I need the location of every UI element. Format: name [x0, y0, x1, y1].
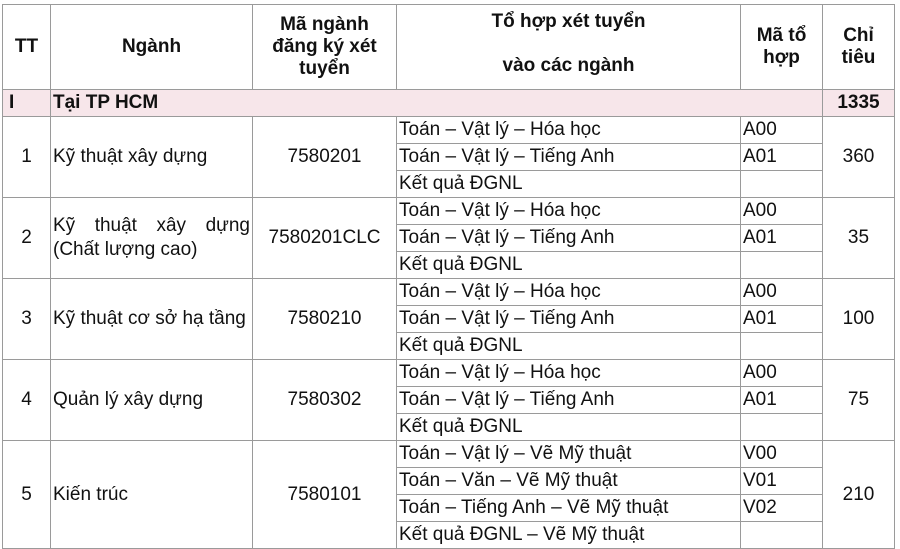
combo-code [741, 171, 823, 198]
combo-code [741, 333, 823, 360]
header-to-hop-line1: Tổ hợp xét tuyển [491, 11, 646, 32]
combo-name: Toán – Vật lý – Tiếng Anh [397, 225, 741, 252]
combo-code: A01 [741, 306, 823, 333]
combo-code [741, 522, 823, 549]
combo-name: Kết quả ĐGNL [397, 333, 741, 360]
row-code: 7580101 [253, 441, 397, 549]
combo-name: Toán – Vật lý – Tiếng Anh [397, 144, 741, 171]
combo-code: V00 [741, 441, 823, 468]
header-row [3, 5, 895, 90]
combo-code: A00 [741, 117, 823, 144]
combo-code: A01 [741, 144, 823, 171]
section-quota: 1335 [823, 90, 895, 117]
combo-code [741, 252, 823, 279]
row-quota: 75 [823, 360, 895, 441]
admission-table [2, 4, 895, 549]
row-major: Kỹ thuật cơ sở hạ tầng [51, 279, 253, 360]
combo-name: Toán – Vật lý – Tiếng Anh [397, 306, 741, 333]
combo-name: Toán – Vật lý – Hóa học [397, 360, 741, 387]
row-major: Quản lý xây dựng [51, 360, 253, 441]
combo-code: V01 [741, 468, 823, 495]
header-tt: TT [3, 5, 51, 90]
row-quota: 210 [823, 441, 895, 549]
combo-name: Kết quả ĐGNL – Vẽ Mỹ thuật [397, 522, 741, 549]
combo-name: Toán – Tiếng Anh – Vẽ Mỹ thuật [397, 495, 741, 522]
combo-code: V02 [741, 495, 823, 522]
combo-code: A01 [741, 387, 823, 414]
row-tt: 2 [3, 198, 51, 279]
header-to-hop [397, 5, 741, 90]
combo-name: Toán – Vật lý – Tiếng Anh [397, 387, 741, 414]
combo-code [741, 414, 823, 441]
section-tt: I [3, 90, 51, 117]
row-tt: 3 [3, 279, 51, 360]
header-to-hop-line2: vào các ngành [502, 55, 635, 76]
combo-code: A00 [741, 360, 823, 387]
row-tt: 4 [3, 360, 51, 441]
combo-name: Kết quả ĐGNL [397, 171, 741, 198]
table-row [3, 441, 895, 468]
combo-code: A00 [741, 198, 823, 225]
table-row [3, 360, 895, 387]
row-code: 7580201CLC [253, 198, 397, 279]
row-code: 7580201 [253, 117, 397, 198]
combo-name: Toán – Vật lý – Hóa học [397, 279, 741, 306]
table-row [3, 198, 895, 225]
row-quota: 100 [823, 279, 895, 360]
combo-code: A01 [741, 225, 823, 252]
combo-name: Kết quả ĐGNL [397, 414, 741, 441]
header-ma-nganh: Mã ngành đăng ký xét tuyển [253, 5, 397, 90]
row-quota: 35 [823, 198, 895, 279]
combo-name: Toán – Vật lý – Vẽ Mỹ thuật [397, 441, 741, 468]
row-code: 7580302 [253, 360, 397, 441]
table-row [3, 117, 895, 144]
row-tt: 5 [3, 441, 51, 549]
header-nganh: Ngành [51, 5, 253, 90]
section-name: Tại TP HCM [51, 90, 823, 117]
combo-name: Kết quả ĐGNL [397, 252, 741, 279]
header-ma-to-hop: Mã tổ hợp [741, 5, 823, 90]
combo-name: Toán – Vật lý – Hóa học [397, 198, 741, 225]
combo-code: A00 [741, 279, 823, 306]
combo-name: Toán – Văn – Vẽ Mỹ thuật [397, 468, 741, 495]
table-row [3, 279, 895, 306]
row-major: Kỹ thuật xây dựng (Chất lượng cao) [51, 198, 253, 279]
row-code: 7580210 [253, 279, 397, 360]
row-tt: 1 [3, 117, 51, 198]
row-quota: 360 [823, 117, 895, 198]
combo-name: Toán – Vật lý – Hóa học [397, 117, 741, 144]
row-major: Kiến trúc [51, 441, 253, 549]
row-major: Kỹ thuật xây dựng [51, 117, 253, 198]
section-row [3, 90, 895, 117]
header-chi-tieu: Chỉ tiêu [823, 5, 895, 90]
